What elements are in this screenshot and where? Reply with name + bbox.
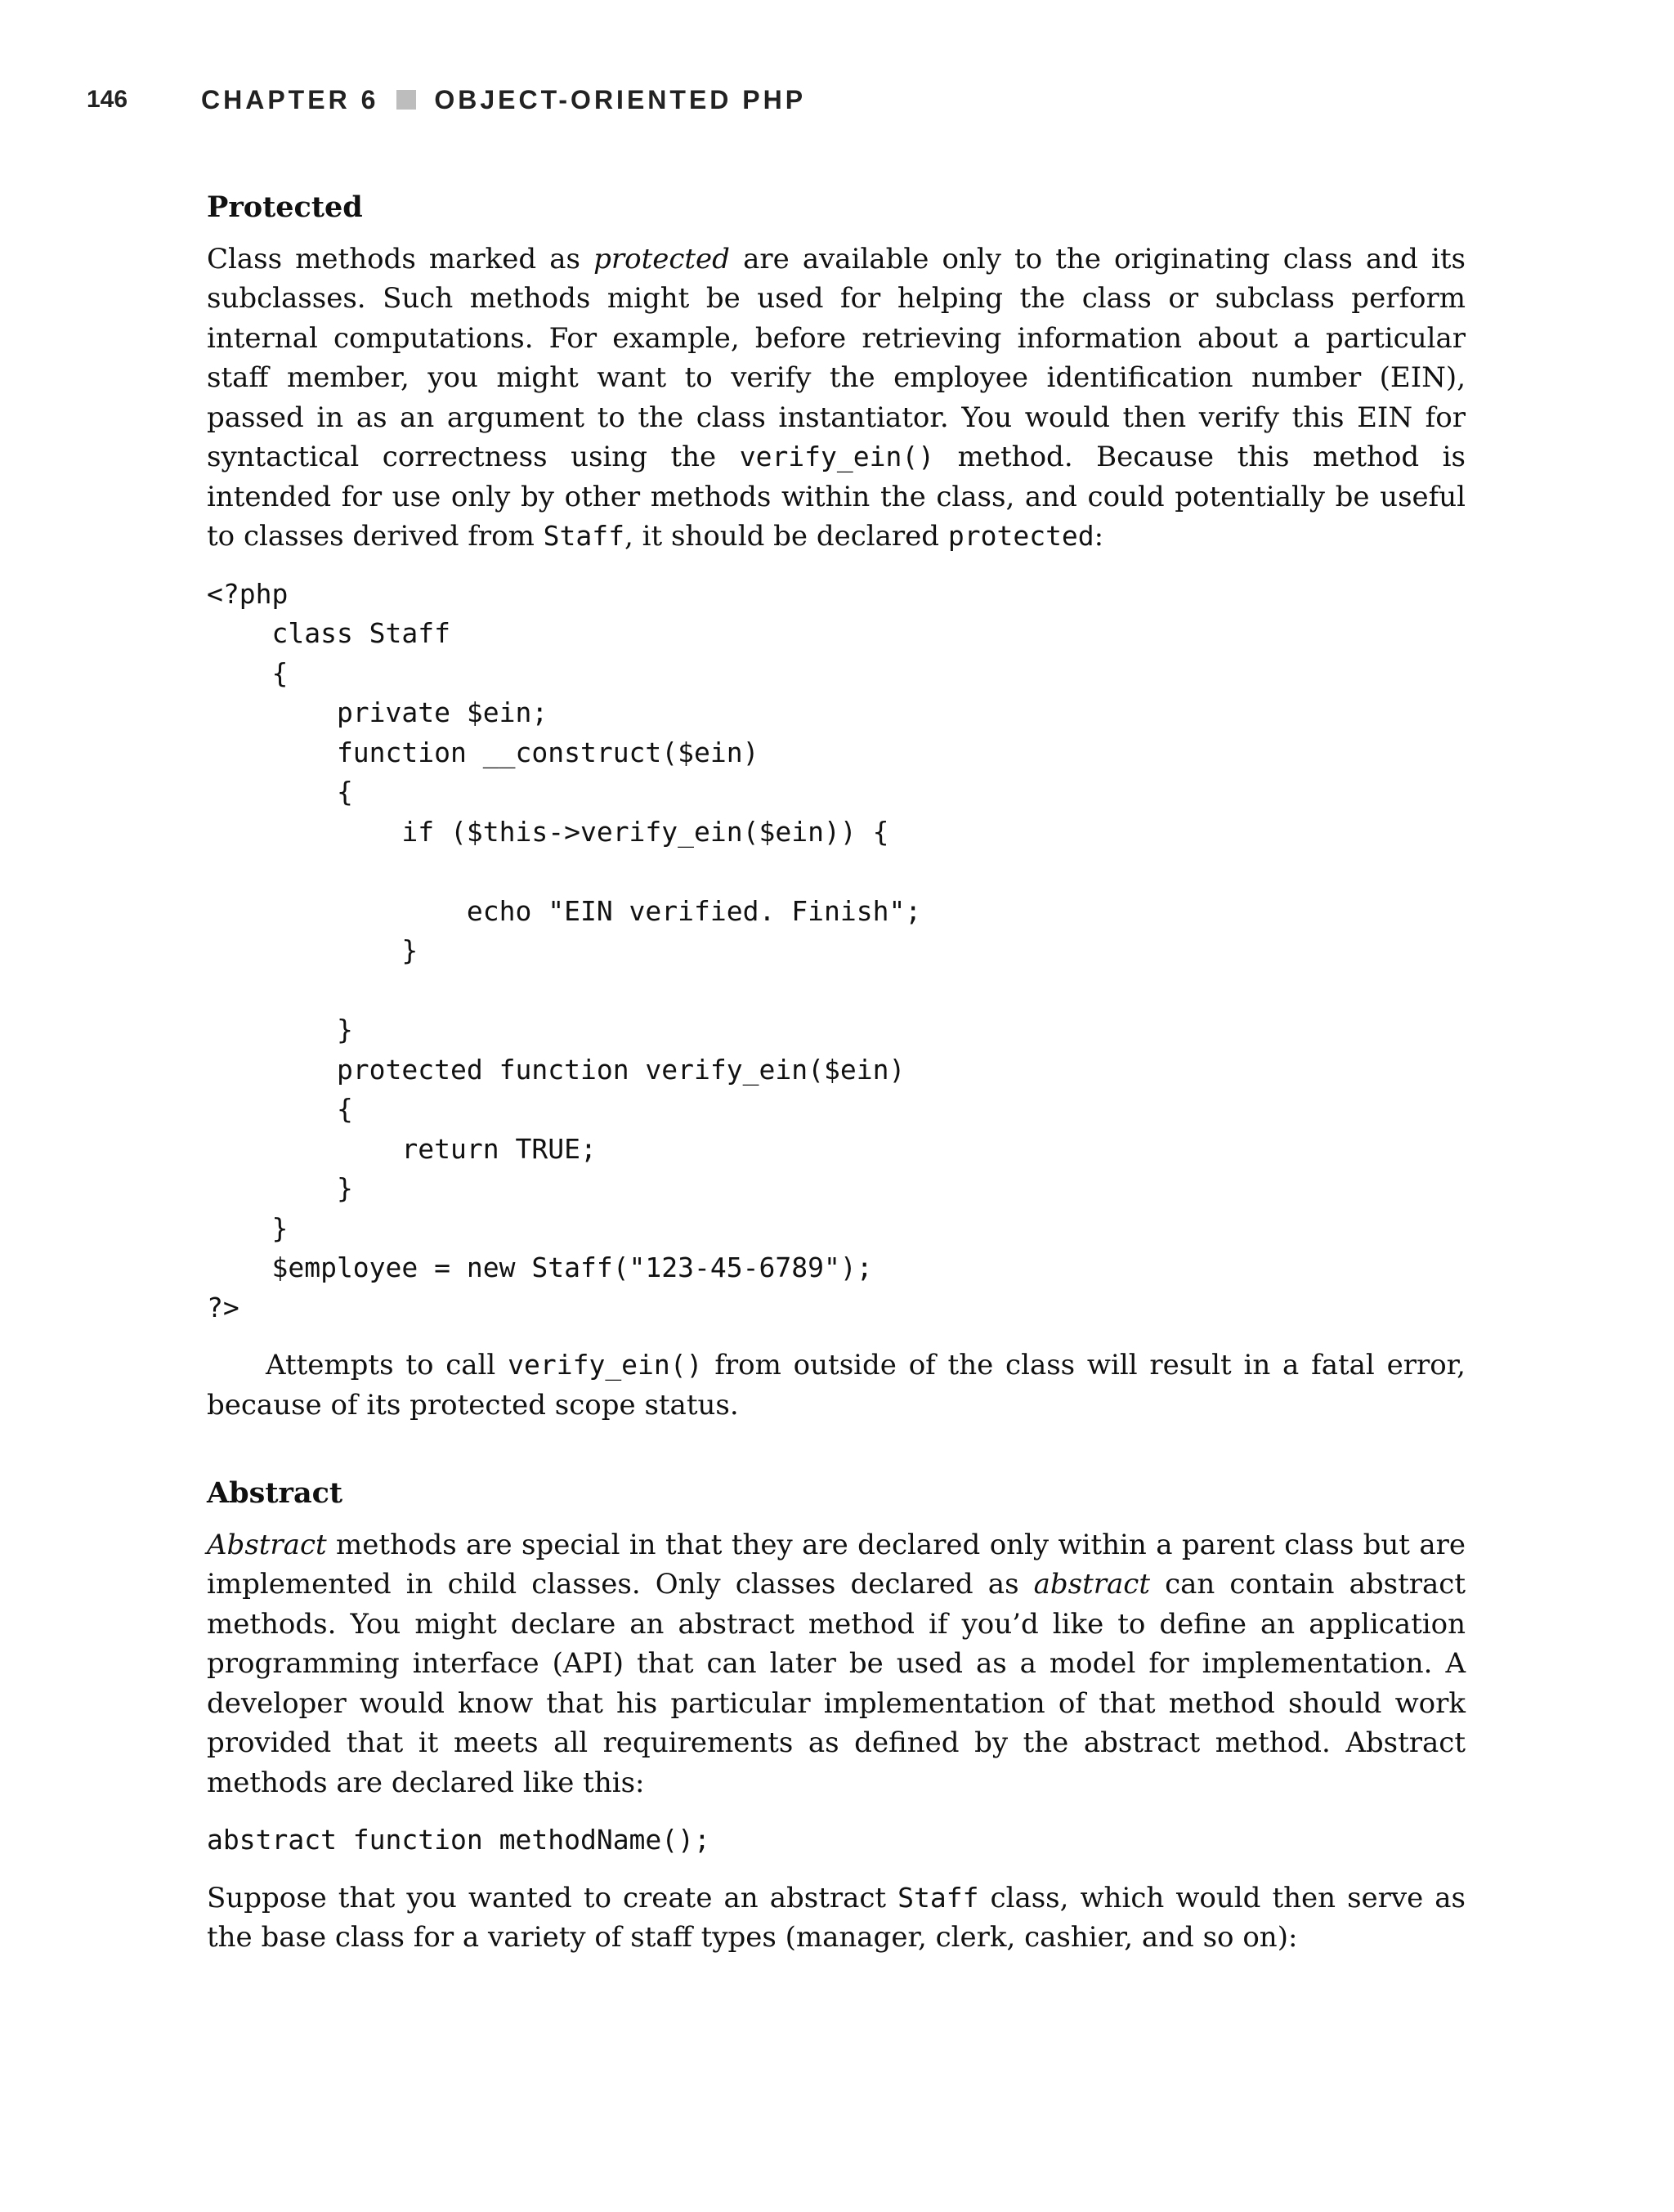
emphasis-abstract: Abstract: [207, 1528, 327, 1561]
chapter-title: OBJECT-ORIENTED PHP: [434, 84, 807, 114]
php-code-listing: <?php class Staff { private $ein; function __construct($ein) { if ($this->verify_ein($ein)) { echo "EIN verified. Finish"; } } protected function verify_ein($ein) { return TRUE; } } $employee = new Staff("123-45-6789"); ?>: [207, 577, 922, 1323]
text-run: can contain abstract methods. You might declare an abstract method if you’d like to define an application programming interface (API) that can later be used as a model for implementation. A developer would know that his particular implementation of that method should work provided that it meets all requirements as defined by the abstract method. Abstract methods are declared like this:: [207, 1568, 1466, 1799]
inline-code-staff: Staff: [897, 1881, 979, 1914]
protected-paragraph: [207, 240, 1466, 557]
text-run: class, which would then serve as the base class for a variety of staff types (manager, clerk, cashier, and so on):: [207, 1881, 1466, 1954]
abstract-code-line: abstract function methodName();: [207, 1824, 710, 1856]
page-number: 146: [87, 86, 128, 113]
text-run: Suppose that you wanted to create an abstract: [207, 1881, 898, 1914]
protected-followup-paragraph: [207, 1346, 1466, 1425]
section-heading-protected: Protected: [207, 190, 363, 224]
text-run: Class methods marked as: [207, 242, 594, 275]
section-heading-abstract: Abstract: [207, 1476, 343, 1510]
inline-code-verify-ein: verify_ein(): [508, 1349, 703, 1381]
section-spacer: [207, 1425, 1466, 1474]
text-run: are available only to the originating class and its subclasses. Such methods might be used for helping the class or subclass perform internal computations. For example, before retrieving information about a particular staff member, you might want to verify the employee identification number (EIN), passed in as an argument to the class instantiator. You would then verify this EIN for syntactical correctness using the: [207, 242, 1466, 473]
emphasis-abstract: abstract: [1033, 1568, 1150, 1601]
inline-code-verify-ein: verify_ein(): [739, 441, 935, 472]
chapter-label: CHAPTER 6: [201, 84, 379, 114]
text-run: methods are special in that they are declared only within a parent class but are implemented in child classes. Only classes declared as: [207, 1528, 1466, 1601]
abstract-paragraph: [207, 1525, 1466, 1803]
page-content: [207, 188, 1466, 1958]
text-run: , it should be declared: [624, 520, 948, 553]
gray-square-icon: [396, 90, 416, 110]
inline-code-protected: protected: [947, 520, 1094, 552]
running-header: [87, 80, 806, 119]
emphasis-protected: protected: [593, 242, 730, 275]
text-run: Attempts to call: [266, 1349, 508, 1381]
text-run: from outside of the class will result in a fatal error, because of its protected scope status.: [207, 1349, 1466, 1422]
text-run: method. Because this method is intended for use only by other methods within the class, and could potentially be useful to classes derived from: [207, 441, 1466, 553]
text-run: :: [1094, 520, 1104, 553]
inline-code-staff: Staff: [543, 520, 625, 552]
abstract-followup-paragraph: [207, 1878, 1466, 1958]
